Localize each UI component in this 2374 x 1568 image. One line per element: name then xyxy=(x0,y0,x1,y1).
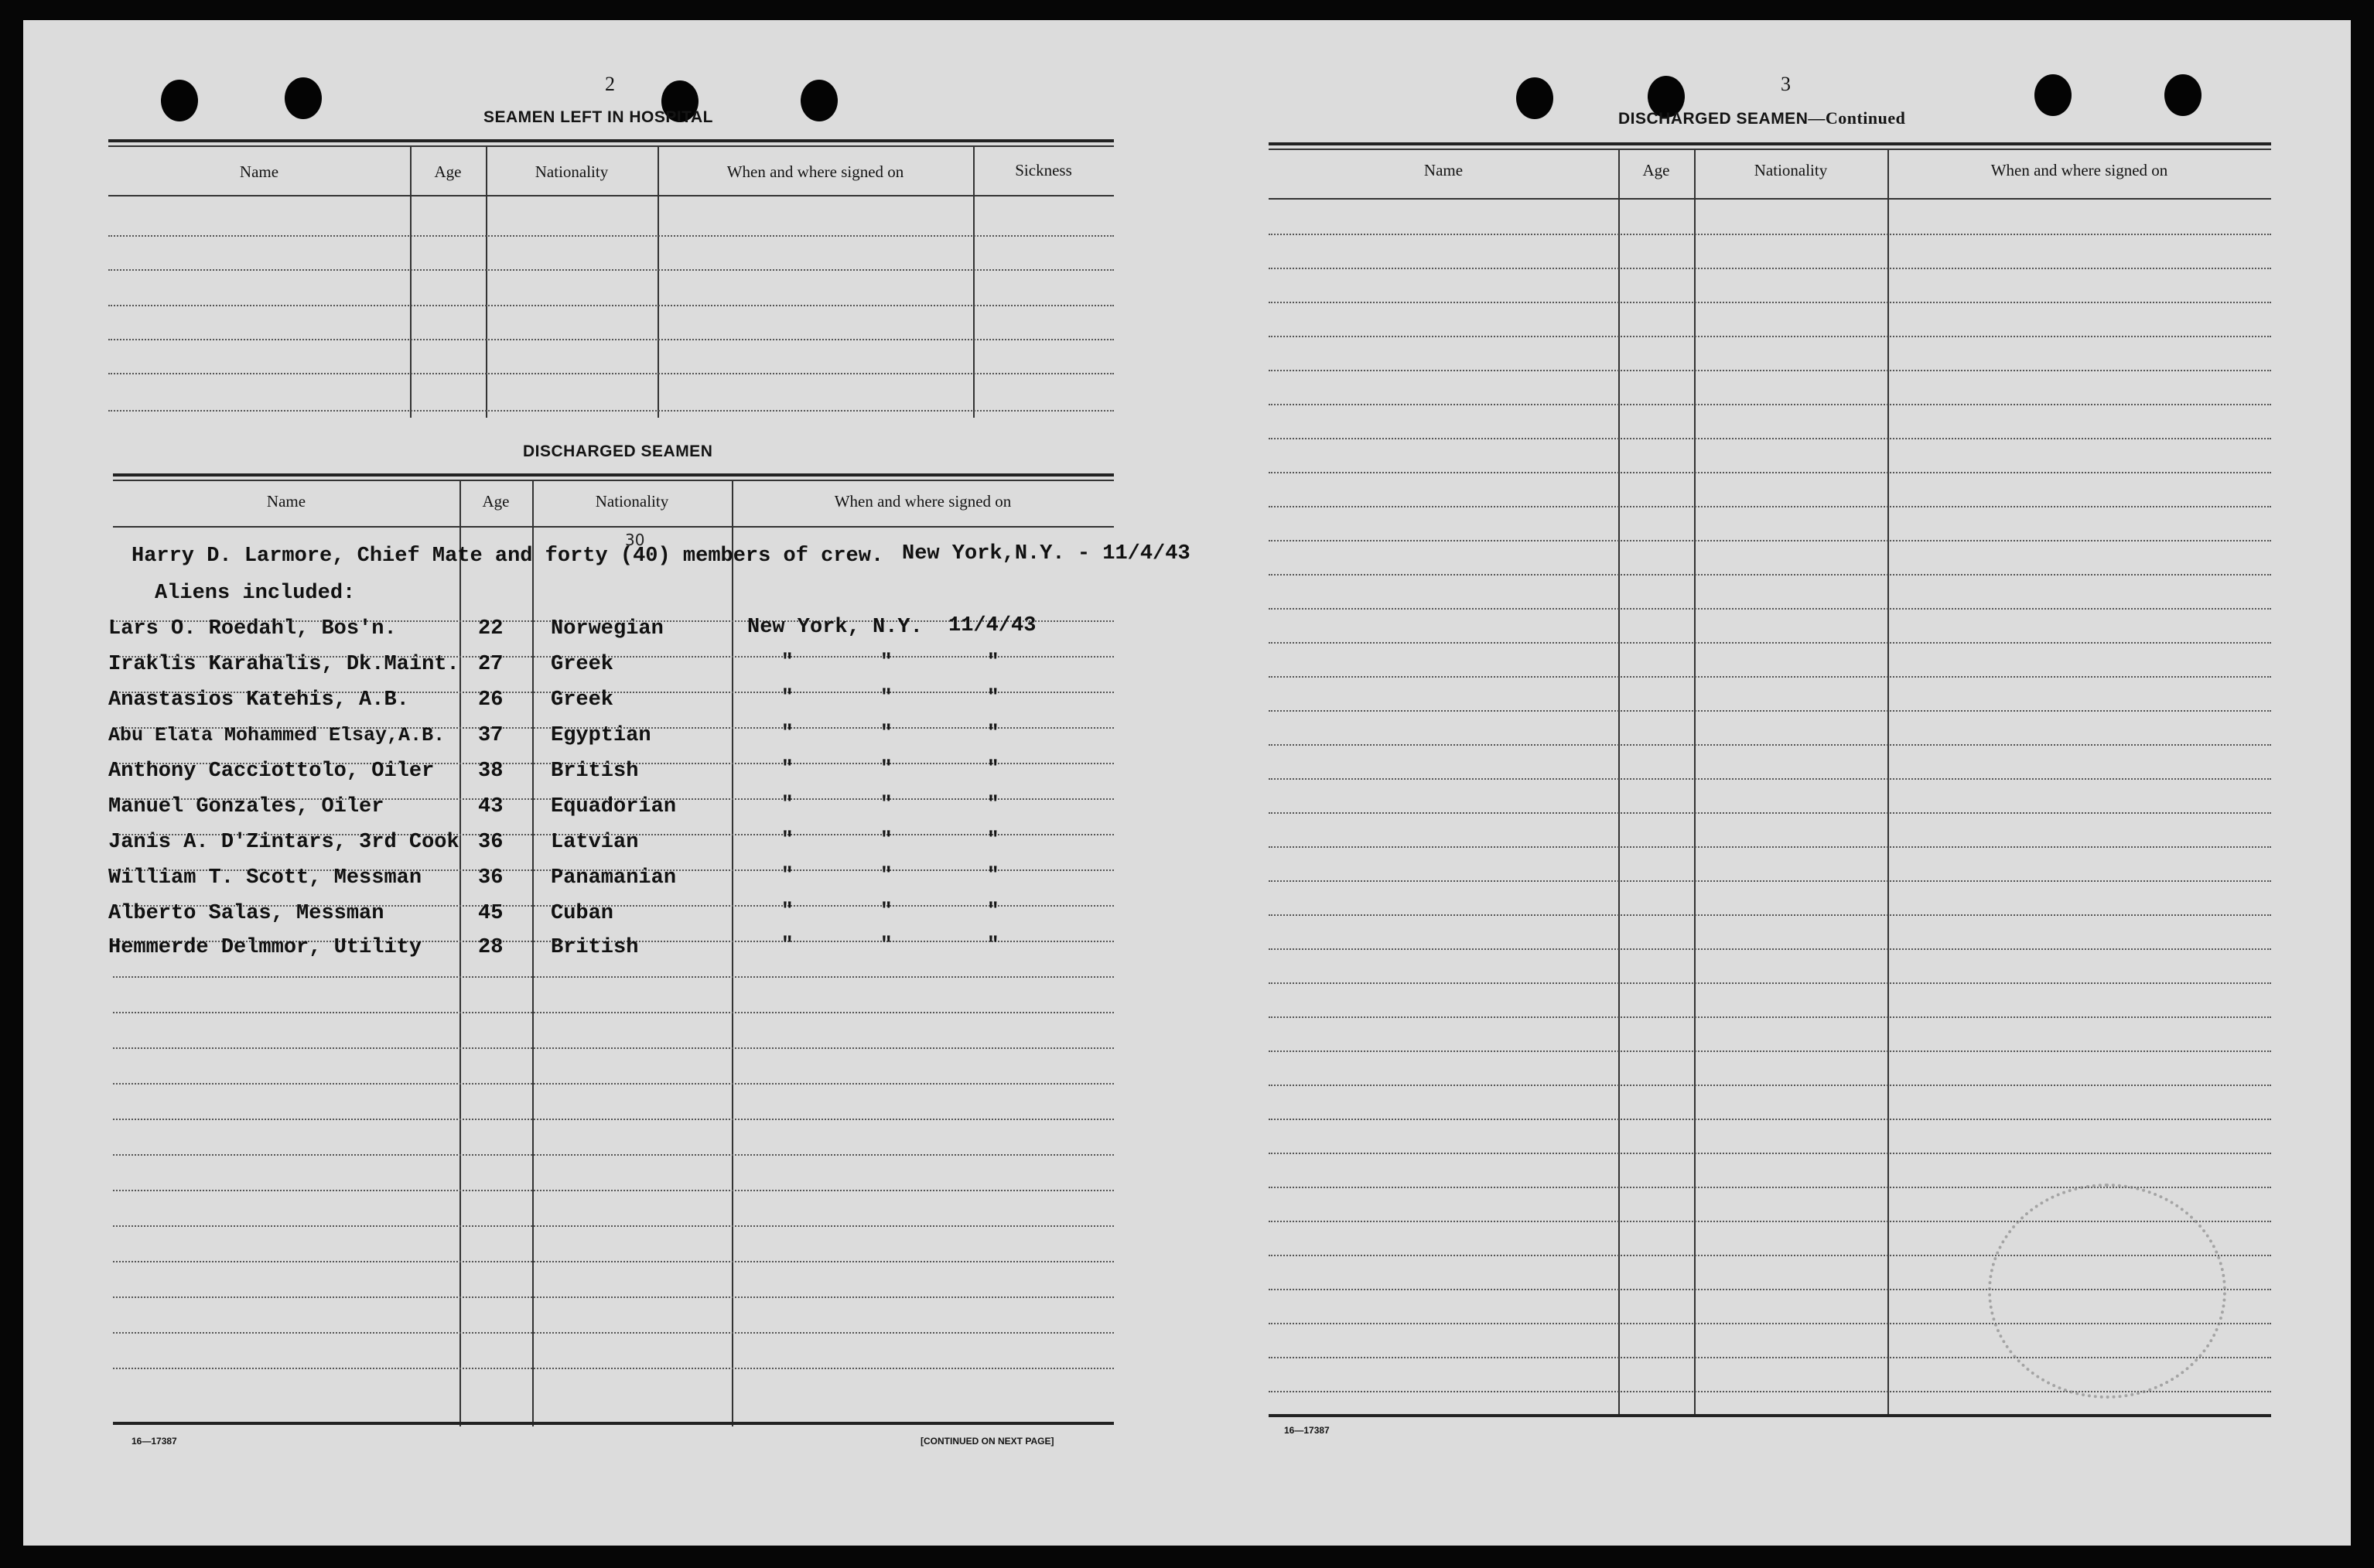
crew-age: 27 xyxy=(478,653,504,676)
crew-nationality: Equadorian xyxy=(551,795,677,818)
ditto-mark: " xyxy=(880,721,893,744)
hospital-col-nationality: Nationality xyxy=(535,162,609,181)
ditto-mark: " xyxy=(987,757,999,780)
ditto-mark: " xyxy=(987,792,999,815)
ditto-mark: " xyxy=(987,685,999,709)
continued-note: [CONTINUED ON NEXT PAGE] xyxy=(921,1436,1054,1447)
crew-nationality: British xyxy=(551,936,639,959)
crew-nationality: Greek xyxy=(551,653,614,676)
aliens-line: Aliens included: xyxy=(155,582,356,605)
discharged-col-name: Name xyxy=(266,492,306,511)
ditto-mark: " xyxy=(781,685,794,709)
ditto-mark: " xyxy=(987,933,999,956)
right-col-age: Age xyxy=(1642,161,1670,179)
crew-age: 43 xyxy=(478,795,504,818)
crew-age: 45 xyxy=(478,902,504,925)
ditto-mark: " xyxy=(781,757,794,780)
ditto-mark: " xyxy=(987,721,999,744)
ditto-mark: " xyxy=(781,721,794,744)
hospital-col-signed-on: When and where signed on xyxy=(726,162,904,181)
crew-name: Anthony Cacciottolo, Oiler xyxy=(108,760,435,783)
crew-name: Iraklis Karahalis, Dk.Maint. xyxy=(108,653,459,676)
punch-hole xyxy=(2034,74,2072,116)
intro-line: Harry D. Larmore, Chief Mate and forty (40) members of crew. xyxy=(132,545,884,568)
ditto-mark: " xyxy=(880,863,893,886)
immigration-stamp xyxy=(1988,1184,2226,1399)
right-heading-suffix: —Continued xyxy=(1808,108,1906,128)
hospital-heading: SEAMEN LEFT IN HOSPITAL xyxy=(483,108,713,126)
ditto-mark: " xyxy=(987,828,999,851)
punch-hole xyxy=(285,77,322,119)
ditto-mark: " xyxy=(880,685,893,709)
crew-nationality: Panamanian xyxy=(551,866,677,890)
punch-hole xyxy=(1516,77,1553,119)
ditto-mark: " xyxy=(880,757,893,780)
punch-hole xyxy=(801,80,838,121)
ditto-mark: " xyxy=(781,792,794,815)
crew-nationality: Cuban xyxy=(551,902,614,925)
left-page-number: 2 xyxy=(605,73,615,95)
intro-correction: 30 xyxy=(625,531,645,549)
right-heading-text: DISCHARGED SEAMEN xyxy=(1618,110,1809,128)
intro-signed-on: New York,N.Y. - 11/4/43 xyxy=(902,542,1190,565)
crew-age: 26 xyxy=(478,688,504,712)
crew-name: Alberto Salas, Messman xyxy=(108,902,384,925)
ditto-mark: " xyxy=(781,863,794,886)
punch-hole xyxy=(161,80,198,121)
discharged-col-nationality: Nationality xyxy=(595,492,669,511)
crew-signed-place: New York, N.Y. xyxy=(747,616,923,639)
ditto-mark: " xyxy=(987,650,999,673)
crew-age: 37 xyxy=(478,724,504,747)
ditto-mark: " xyxy=(880,792,893,815)
hospital-col-sickness: Sickness xyxy=(1015,161,1072,179)
crew-nationality: Egyptian xyxy=(551,724,651,747)
discharged-col-signed-on: When and where signed on xyxy=(834,492,1012,511)
right-col-nationality: Nationality xyxy=(1754,161,1828,179)
crew-name: Manuel Gonzales, Oiler xyxy=(108,795,384,818)
discharged-col-age: Age xyxy=(482,492,510,511)
ditto-mark: " xyxy=(781,933,794,956)
right-discharged-heading xyxy=(1618,108,1905,128)
ditto-mark: " xyxy=(987,863,999,886)
crew-name: Lars O. Roedahl, Bos'n. xyxy=(108,617,397,641)
ditto-mark: " xyxy=(880,899,893,922)
ditto-mark: " xyxy=(781,650,794,673)
discharged-heading: DISCHARGED SEAMEN xyxy=(523,442,713,460)
punch-hole xyxy=(2164,74,2202,116)
crew-name: Janis A. D'Zintars, 3rd Cook xyxy=(108,831,459,854)
crew-name: William T. Scott, Messman xyxy=(108,866,422,890)
crew-nationality: British xyxy=(551,760,639,783)
crew-age: 36 xyxy=(478,866,504,890)
crew-age: 38 xyxy=(478,760,504,783)
right-col-name: Name xyxy=(1423,161,1464,179)
ditto-mark: " xyxy=(781,828,794,851)
crew-age: 28 xyxy=(478,936,504,959)
crew-nationality: Latvian xyxy=(551,831,639,854)
crew-name: Anastasios Katehis, A.B. xyxy=(108,688,409,712)
right-form-number: 16—17387 xyxy=(1284,1425,1330,1436)
ditto-mark: " xyxy=(987,899,999,922)
crew-name: Abu Elata Mohammed Elsay,A.B. xyxy=(108,724,446,746)
crew-signed-date: 11/4/43 xyxy=(948,614,1037,637)
hospital-col-age: Age xyxy=(434,162,462,181)
ditto-mark: " xyxy=(880,933,893,956)
crew-age: 36 xyxy=(478,831,504,854)
hospital-table xyxy=(108,139,1114,418)
crew-nationality: Norwegian xyxy=(551,617,664,641)
ditto-mark: " xyxy=(781,899,794,922)
hospital-col-name: Name xyxy=(239,162,279,181)
crew-name: Hemmerde Delmmor, Utility xyxy=(108,936,422,959)
crew-nationality: Greek xyxy=(551,688,614,712)
ditto-mark: " xyxy=(880,828,893,851)
right-col-signed-on: When and where signed on xyxy=(1990,161,2168,179)
crew-age: 22 xyxy=(478,617,504,641)
ditto-mark: " xyxy=(880,650,893,673)
right-page-number: 3 xyxy=(1781,73,1791,95)
left-form-number: 16—17387 xyxy=(132,1436,177,1447)
